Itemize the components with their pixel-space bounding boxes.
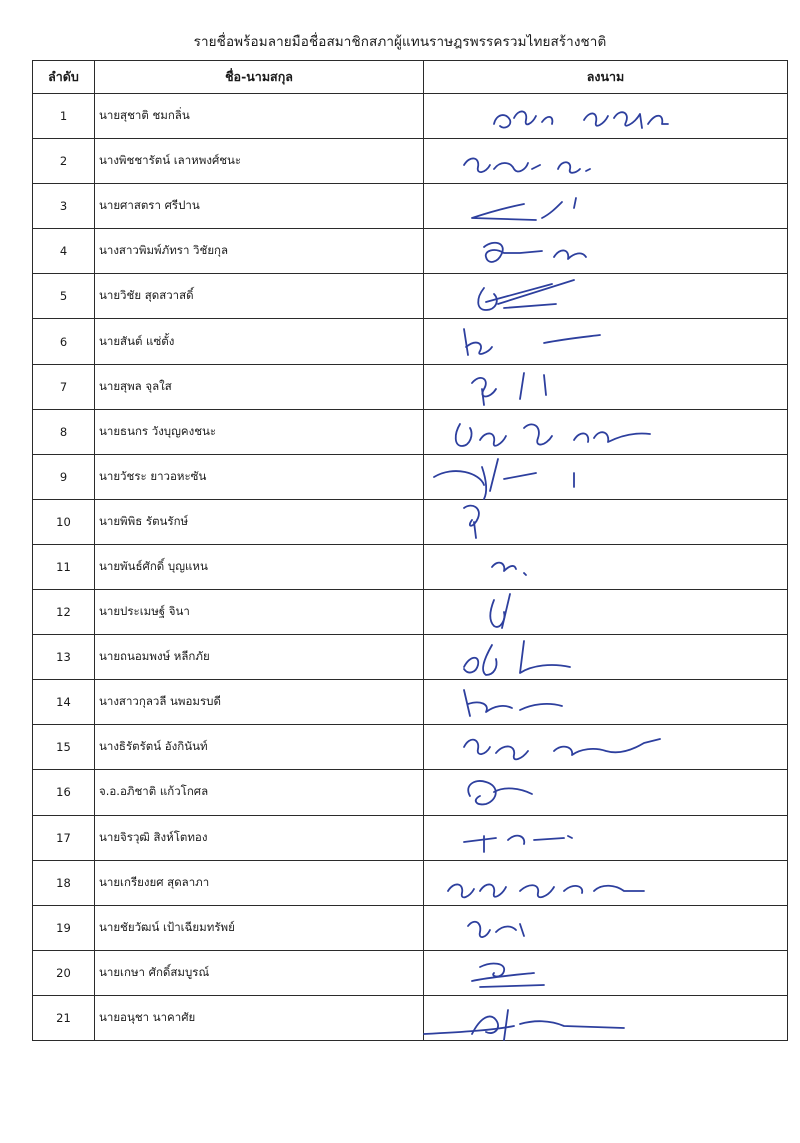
row-number: 11 [33, 544, 95, 589]
signature-cell [424, 499, 788, 544]
table-row [33, 229, 788, 274]
table-row [33, 905, 788, 950]
table-row [33, 409, 788, 454]
handwritten-signature [424, 184, 788, 228]
handwritten-signature [424, 545, 788, 589]
member-name: นายสุชาติ ชมกลิ่น [95, 94, 424, 139]
signature-cell [424, 184, 788, 229]
handwritten-signature [424, 229, 788, 273]
handwritten-signature [424, 410, 788, 454]
row-number: 4 [33, 229, 95, 274]
handwritten-signature [424, 816, 788, 860]
member-name: นายสุพล จุลใส [95, 364, 424, 409]
table-row [33, 725, 788, 770]
table-header-row [33, 61, 788, 94]
signature-cell [424, 815, 788, 860]
table-row [33, 499, 788, 544]
handwritten-signature [424, 635, 788, 679]
member-name: นายพิพิธ รัตนรักษ์ [95, 499, 424, 544]
header-no: ลำดับ [33, 61, 95, 94]
signature-cell [424, 680, 788, 725]
table-row [33, 590, 788, 635]
table-row [33, 364, 788, 409]
signature-cell [424, 635, 788, 680]
member-name: นายชัยวัฒน์ เป้าเฉียมทรัพย์ [95, 905, 424, 950]
row-number: 14 [33, 680, 95, 725]
member-name: นายธนกร วังบุญคงชนะ [95, 409, 424, 454]
row-number: 19 [33, 905, 95, 950]
row-number: 16 [33, 770, 95, 815]
row-number: 18 [33, 860, 95, 905]
member-name: นางสาวกุลวลี นพอมรบดี [95, 680, 424, 725]
table-row [33, 274, 788, 319]
row-number: 6 [33, 319, 95, 364]
signature-cell [424, 319, 788, 364]
signature-table [32, 60, 788, 1041]
signature-cell [424, 995, 788, 1040]
handwritten-signature [424, 319, 788, 363]
handwritten-signature [424, 861, 788, 905]
table-row [33, 544, 788, 589]
row-number: 7 [33, 364, 95, 409]
table-row [33, 635, 788, 680]
handwritten-signature [424, 365, 788, 409]
handwritten-signature [424, 139, 788, 183]
member-name: นายศาสตรา ศรีปาน [95, 184, 424, 229]
table-row [33, 680, 788, 725]
row-number: 9 [33, 454, 95, 499]
member-name: นายพันธ์ศักดิ์ บุญแหน [95, 544, 424, 589]
handwritten-signature [424, 500, 788, 544]
signature-cell [424, 544, 788, 589]
table-row [33, 454, 788, 499]
row-number: 1 [33, 94, 95, 139]
handwritten-signature [424, 274, 788, 318]
row-number: 5 [33, 274, 95, 319]
handwritten-signature [424, 906, 788, 950]
member-name: นายเกษา ศักดิ์สมบูรณ์ [95, 950, 424, 995]
row-number: 13 [33, 635, 95, 680]
signature-cell [424, 905, 788, 950]
signature-cell [424, 725, 788, 770]
handwritten-signature [424, 455, 788, 499]
member-name: นายอนุชา นาคาศัย [95, 995, 424, 1040]
member-name: นายถนอมพงษ์ หลีกภัย [95, 635, 424, 680]
handwritten-signature [424, 680, 788, 724]
row-number: 3 [33, 184, 95, 229]
table-row [33, 94, 788, 139]
handwritten-signature [424, 951, 788, 995]
handwritten-signature [424, 94, 788, 138]
signature-cell [424, 454, 788, 499]
signature-cell [424, 139, 788, 184]
handwritten-signature [424, 996, 788, 1040]
signature-cell [424, 94, 788, 139]
table-row [33, 770, 788, 815]
row-number: 21 [33, 995, 95, 1040]
member-name: นายสันต์ แซ่ตั้ง [95, 319, 424, 364]
handwritten-signature [424, 590, 788, 634]
member-name: นายจิรวุฒิ สิงห์โตทอง [95, 815, 424, 860]
table-row [33, 139, 788, 184]
table-row [33, 184, 788, 229]
header-name: ชื่อ-นามสกุล [95, 61, 424, 94]
handwritten-signature [424, 770, 788, 814]
member-name: นางพิชชารัตน์ เลาหพงศ์ชนะ [95, 139, 424, 184]
signature-cell [424, 770, 788, 815]
row-number: 12 [33, 590, 95, 635]
table-row [33, 995, 788, 1040]
signature-cell [424, 860, 788, 905]
signature-cell [424, 409, 788, 454]
row-number: 10 [33, 499, 95, 544]
row-number: 15 [33, 725, 95, 770]
table-row [33, 815, 788, 860]
signature-cell [424, 229, 788, 274]
member-name: นายวิชัย สุดสวาสดิ์ [95, 274, 424, 319]
signature-cell [424, 590, 788, 635]
member-name: นางสาวพิมพ์ภัทรา วิชัยกุล [95, 229, 424, 274]
table-row [33, 860, 788, 905]
member-name: จ.อ.อภิชาติ แก้วโกศล [95, 770, 424, 815]
handwritten-signature [424, 725, 788, 769]
page-title: รายชื่อพร้อมลายมือชื่อสมาชิกสภาผู้แทนราษฎรพรรครวมไทยสร้างชาติ [193, 34, 607, 50]
member-name: นายวัชระ ยาวอหะซัน [95, 454, 424, 499]
row-number: 17 [33, 815, 95, 860]
member-name: นายเกรียงยศ สุดลาภา [95, 860, 424, 905]
signature-cell [424, 364, 788, 409]
row-number: 2 [33, 139, 95, 184]
header-signature: ลงนาม [424, 61, 788, 94]
table-row [33, 950, 788, 995]
table-row [33, 319, 788, 364]
member-name: นางธิรัตรัตน์ อังกินันท์ [95, 725, 424, 770]
member-name: นายประเมษฐ์ จินา [95, 590, 424, 635]
signature-cell [424, 950, 788, 995]
row-number: 8 [33, 409, 95, 454]
signature-cell [424, 274, 788, 319]
row-number: 20 [33, 950, 95, 995]
